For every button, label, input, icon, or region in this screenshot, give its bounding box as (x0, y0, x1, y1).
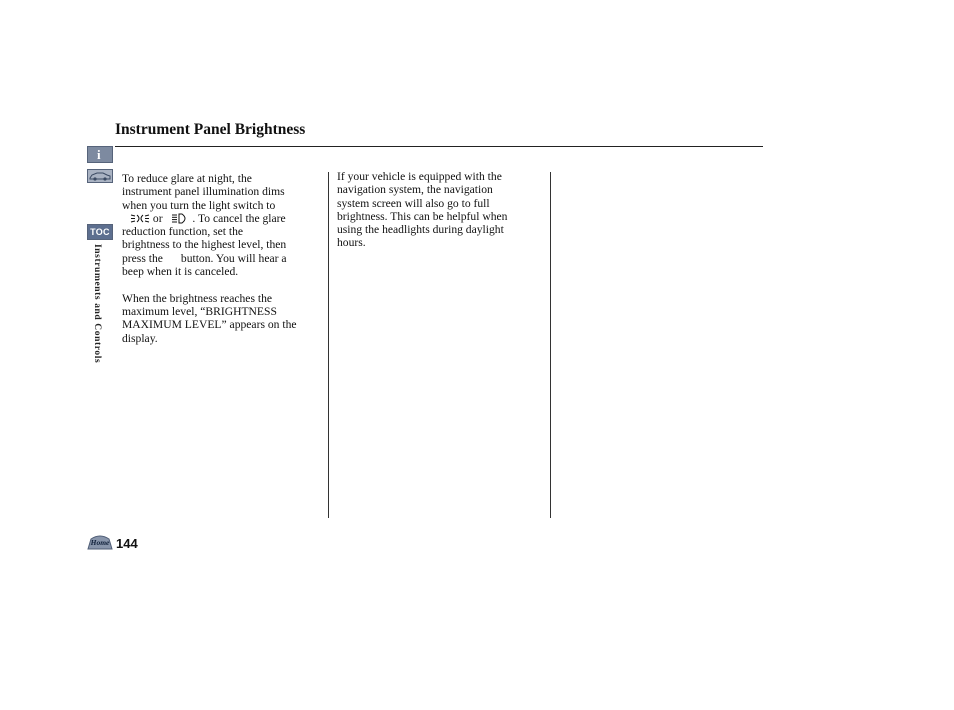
section-label: Instruments and Controls (92, 244, 102, 364)
car-tab[interactable] (87, 169, 113, 183)
text-line: instrument panel illumination dims (122, 185, 285, 199)
text-line: using the headlights during daylight (337, 223, 504, 237)
title-divider (115, 146, 763, 147)
text-line: navigation system, the navigation (337, 183, 493, 197)
text-line: MAXIMUM LEVEL” appears on the (122, 318, 297, 332)
text-or: or (152, 211, 163, 225)
text-press: press the (122, 251, 163, 265)
text-line-end: . To cancel the glare (192, 211, 286, 225)
text-button-rest: button. You will hear a (180, 251, 287, 265)
text-line: When the brightness reaches the (122, 291, 273, 305)
home-button[interactable] (87, 535, 113, 550)
toc-tab[interactable]: TOC (87, 224, 113, 240)
page-title: Instrument Panel Brightness (115, 121, 306, 138)
text-line: brightness. This can be helpful when (337, 209, 508, 223)
headlight-icon (171, 213, 189, 224)
column-middle (337, 170, 507, 250)
page-number: 144 (116, 536, 138, 551)
home-label: Home (90, 538, 110, 547)
text-line: system screen will also go to full (337, 196, 490, 210)
text-line: beep when it is canceled. (122, 265, 239, 279)
column-divider (550, 172, 551, 518)
text-line-with-gap (122, 252, 297, 265)
text-line: maximum level, “BRIGHTNESS (122, 304, 277, 318)
info-tab[interactable] (87, 146, 113, 163)
text-line-with-icons (122, 212, 297, 225)
parking-light-icon (130, 213, 150, 224)
text-line: when you turn the light switch to (122, 198, 276, 212)
text-line: brightness to the highest level, then (122, 238, 287, 252)
text-line: If your vehicle is equipped with the (337, 170, 502, 183)
text-line: To reduce glare at night, the (122, 172, 252, 185)
text-line: hours. (337, 236, 366, 250)
info-icon: i (97, 147, 101, 162)
column-divider (328, 172, 329, 518)
text-line: display. (122, 331, 158, 345)
car-icon (88, 170, 112, 182)
column-left (122, 172, 297, 345)
text-line: reduction function, set the (122, 225, 244, 239)
